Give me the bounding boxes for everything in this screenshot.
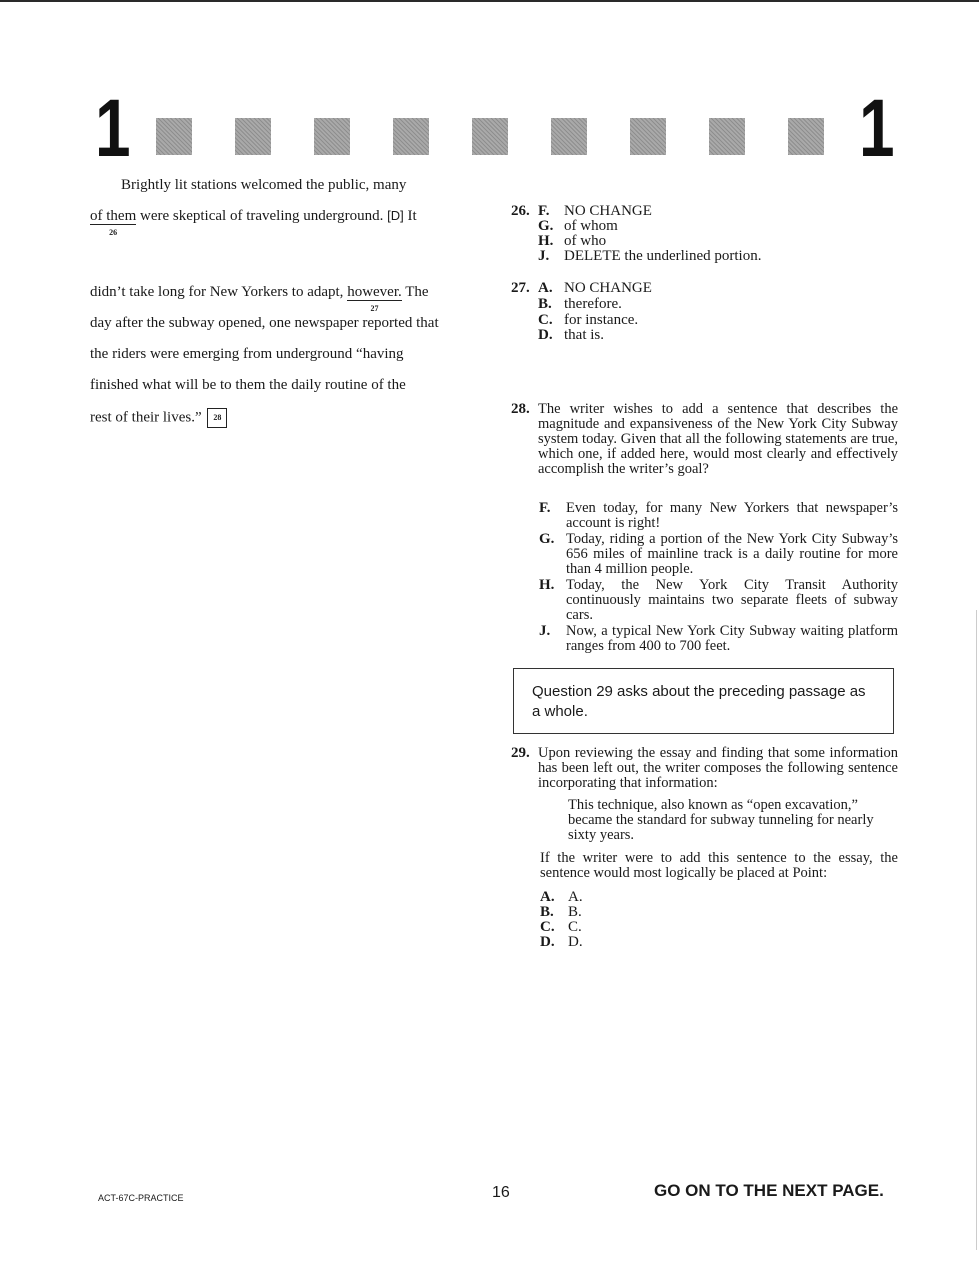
header-block: [235, 118, 271, 155]
boxed-question-number: 28: [207, 408, 227, 428]
passage-line: of them 26 were skeptical of traveling underground. [D] It: [90, 207, 417, 225]
passage-line: rest of their lives.” 28: [90, 408, 227, 428]
header-block: [156, 118, 192, 155]
page-number: 16: [492, 1184, 510, 1201]
inserted-sentence: This technique, also known as “open excavation,” became the standard for subway tunneling for nearly sixty years.: [568, 797, 874, 843]
right-margin-line: [976, 610, 977, 1250]
question-stem: Upon reviewing the essay and finding that some information has been left out, the writer composes the following sentence incorporating that information:: [538, 745, 898, 791]
answer-option[interactable]: H. Today, the New York City Transit Authority continuously maintains two separate fleets of subway cars.: [539, 577, 898, 623]
question-stem-continued: If the writer were to add this sentence to the essay, the sentence would most logically be placed at Point:: [540, 850, 898, 881]
form-code: ACT-67C-PRACTICE: [98, 1193, 184, 1203]
top-rule: [0, 0, 979, 2]
question-number: 26.: [511, 203, 530, 219]
section-number-left: 1: [95, 83, 131, 174]
header-block: [314, 118, 350, 155]
passage-line: finished what will be to them the daily routine of the: [90, 377, 406, 393]
underline-number: 26: [109, 228, 118, 237]
passage-line: day after the subway opened, one newspaper reported that: [90, 315, 439, 331]
header-block: [709, 118, 745, 155]
question-number: 28.: [511, 401, 530, 417]
underlined-portion-26[interactable]: of them 26: [90, 208, 136, 225]
header-block: [472, 118, 508, 155]
question-number: 27.: [511, 280, 530, 296]
section-number-right: 1: [859, 83, 895, 174]
header-block: [551, 118, 587, 155]
answer-option[interactable]: F. Even today, for many New Yorkers that newspaper’s account is right!: [539, 500, 898, 531]
header-block: [788, 118, 824, 155]
instruction-box: Question 29 asks about the preceding passage as a whole.: [513, 668, 894, 734]
question-number: 29.: [511, 745, 530, 761]
point-marker-d: [D]: [387, 208, 404, 223]
passage-line: Brightly lit stations welcomed the public, many: [121, 177, 407, 193]
passage-line: the riders were emerging from underground “having: [90, 346, 404, 362]
question-stem: The writer wishes to add a sentence that describes the magnitude and expansiveness of the New York City Subway system today. Given that all the following statements are true, which one, if added here, would most clearly and effectively accomplish the writer’s goal?: [538, 401, 898, 477]
underline-number: 27: [370, 304, 379, 313]
answer-option[interactable]: G. Today, riding a portion of the New York City Subway’s 656 miles of mainline track is a daily routine for more than 4 million people.: [539, 531, 898, 577]
header-block: [393, 118, 429, 155]
answer-option[interactable]: J. Now, a typical New York City Subway waiting platform ranges from 400 to 700 feet.: [539, 623, 898, 654]
next-page-notice: GO ON TO THE NEXT PAGE.: [654, 1181, 884, 1200]
header-block: [630, 118, 666, 155]
passage-line: didn’t take long for New Yorkers to adapt, however. 27 The: [90, 283, 429, 301]
underlined-portion-27[interactable]: however. 27: [347, 284, 402, 301]
